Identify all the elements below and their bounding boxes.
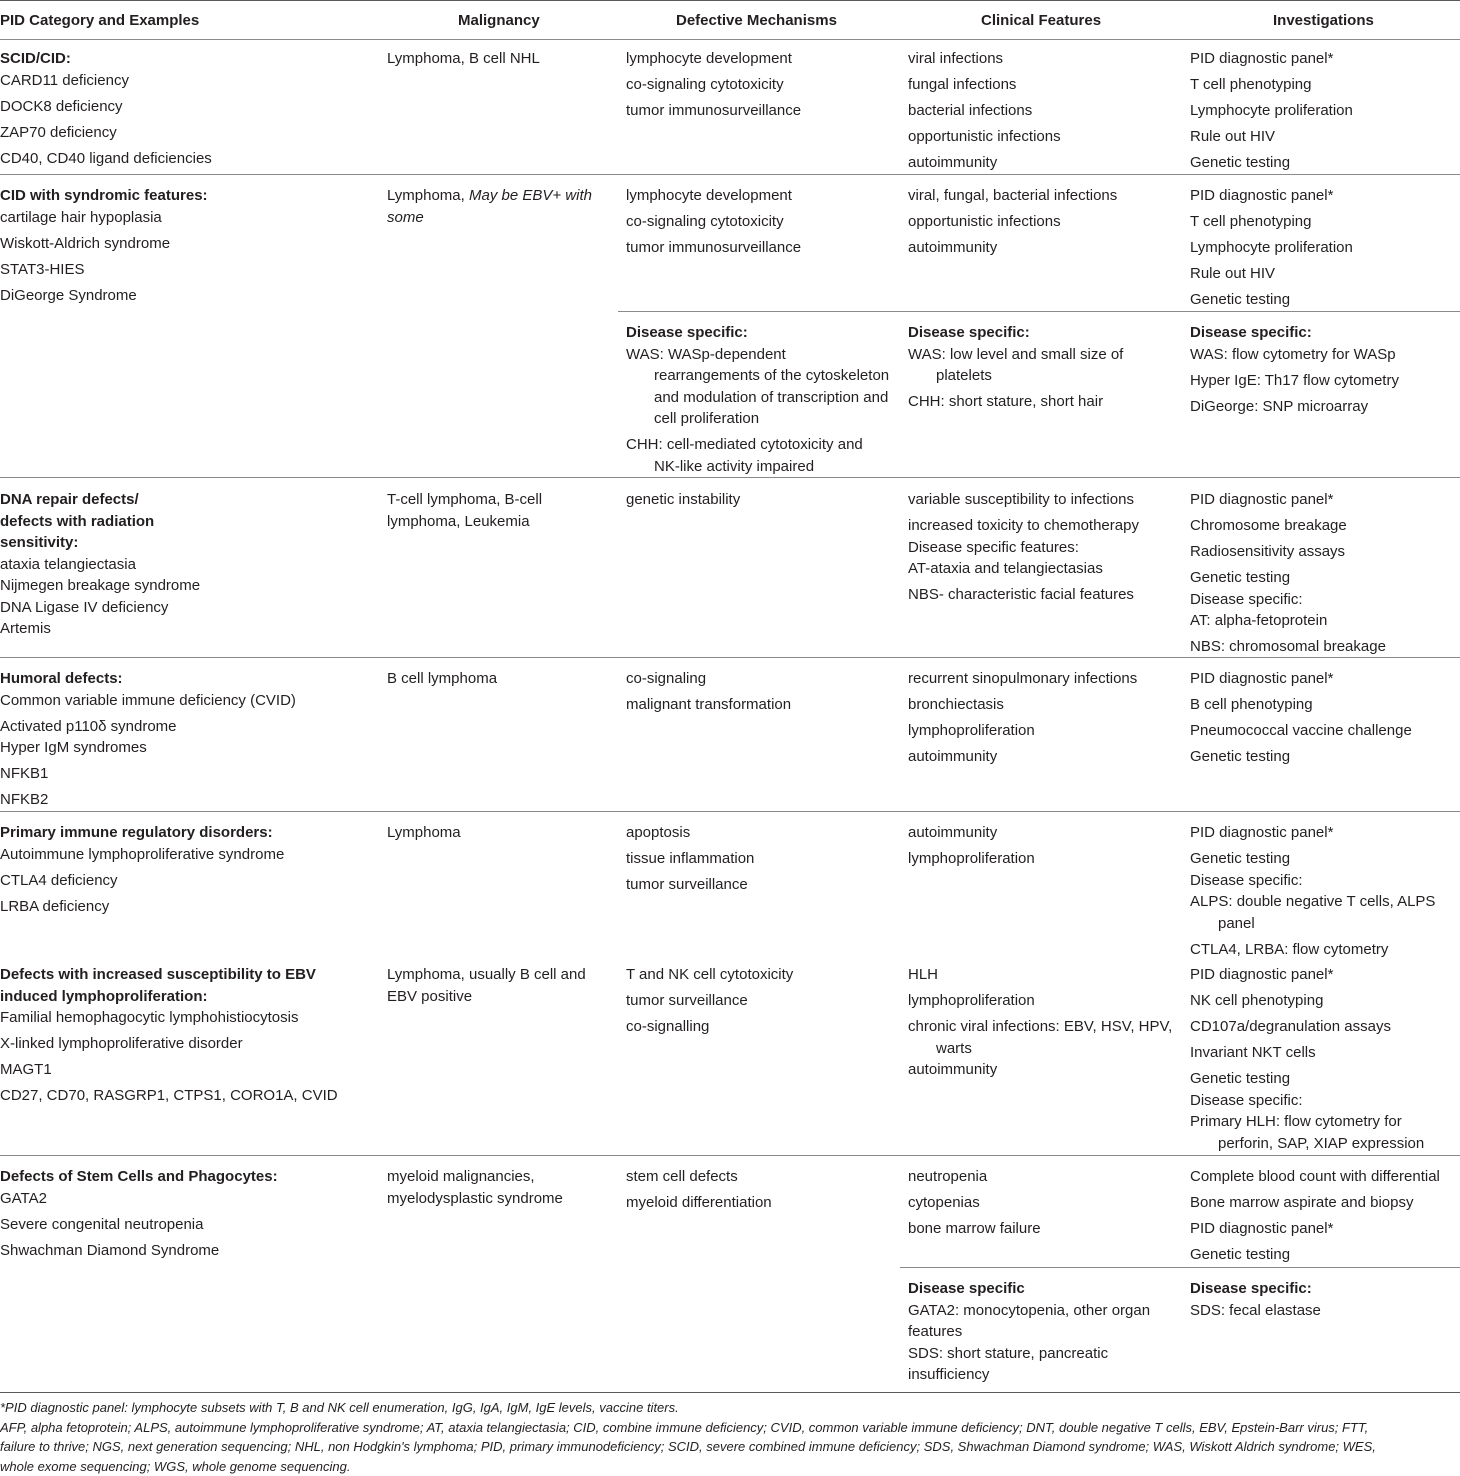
row3-mechanisms-cell xyxy=(626,489,740,511)
row2-mechanisms-specific-cell xyxy=(626,322,889,477)
investigation-item: T cell phenotyping xyxy=(1190,76,1312,93)
row3-malignancy-cell xyxy=(387,489,542,532)
investigation-item: Genetic testing xyxy=(1190,291,1291,308)
category-heading: Defects of Stem Cells and Phagocytes: xyxy=(0,1168,278,1185)
investigation-item: AT: alpha-fetoprotein xyxy=(1190,612,1328,629)
investigation-item: CD107a/degranulation assays xyxy=(1190,1018,1391,1035)
clinical-item: AT-ataxia and telangiectasias xyxy=(908,560,1103,577)
clinical-item: fungal infections xyxy=(908,76,1017,93)
malignancy-text: B cell lymphoma xyxy=(387,670,498,687)
row6-malignancy-cell xyxy=(387,964,586,1007)
category-example: Autoimmune lymphoproliferative syndrome xyxy=(0,845,285,863)
clinical-item: neutropenia xyxy=(908,1168,988,1185)
row5-category-cell xyxy=(0,822,284,917)
row4-investigations-cell xyxy=(1190,668,1412,768)
investigation-item: Genetic testing xyxy=(1190,748,1291,765)
disease-specific-heading: Disease specific xyxy=(908,1280,1025,1297)
row2-investigations-cell xyxy=(1190,185,1353,311)
mechanism-specific-item: CHH: cell-mediated cytotoxicity and xyxy=(626,436,863,453)
clinical-item: lymphoproliferation xyxy=(908,850,1035,867)
category-example: Wiskott-Aldrich syndrome xyxy=(0,234,171,252)
category-heading: sensitivity: xyxy=(0,534,79,551)
investigation-item: PID diagnostic panel* xyxy=(1190,824,1334,841)
clinical-item: cytopenias xyxy=(908,1194,980,1211)
category-example: Common variable immune deficiency (CVID) xyxy=(0,691,296,709)
mechanism-item: stem cell defects xyxy=(626,1168,738,1185)
investigation-item: NBS: chromosomal breakage xyxy=(1190,638,1386,655)
investigation-item: Disease specific: xyxy=(1190,1091,1303,1109)
investigation-item: Lymphocyte proliferation xyxy=(1190,239,1353,256)
investigation-item: PID diagnostic panel* xyxy=(1190,187,1334,204)
header-malignancy: Malignancy xyxy=(458,12,540,29)
row-rule-1 xyxy=(0,174,1460,175)
row6-category-cell xyxy=(0,964,338,1107)
investigation-item: T cell phenotyping xyxy=(1190,213,1312,230)
clinical-item: HLH xyxy=(908,966,939,983)
malignancy-text: myeloid malignancies, xyxy=(387,1168,535,1185)
category-example: CD40, CD40 ligand deficiencies xyxy=(0,149,212,167)
category-heading: defects with radiation xyxy=(0,512,155,530)
category-example: NFKB2 xyxy=(0,791,49,808)
investigation-specific-item: WAS: flow cytometry for WASp xyxy=(1190,345,1396,363)
malignancy-text-italic: some xyxy=(387,208,424,226)
category-example: DiGeorge Syndrome xyxy=(0,286,137,304)
mechanism-item: genetic instability xyxy=(626,491,741,508)
category-example: DNA Ligase IV deficiency xyxy=(0,598,169,616)
clinical-item: bone marrow failure xyxy=(908,1220,1041,1237)
category-heading: CID with syndromic features: xyxy=(0,187,208,204)
investigation-item: ALPS: double negative T cells, ALPS xyxy=(1190,893,1436,910)
category-example: X-linked lymphoproliferative disorder xyxy=(0,1035,243,1052)
clinical-item: lymphoproliferation xyxy=(908,992,1035,1009)
mechanism-item: co-signaling cytotoxicity xyxy=(626,76,784,93)
investigation-item: Disease specific: xyxy=(1190,871,1303,889)
category-heading: SCID/CID: xyxy=(0,50,71,67)
category-example: MAGT1 xyxy=(0,1061,52,1078)
malignancy-text: lymphoma, Leukemia xyxy=(387,512,530,530)
row4-clinical-cell xyxy=(908,668,1137,768)
row4-category-cell xyxy=(0,668,296,811)
clinical-item: lymphoproliferation xyxy=(908,722,1035,739)
clinical-item: Disease specific features: xyxy=(908,538,1079,556)
investigation-item: PID diagnostic panel* xyxy=(1190,1220,1334,1237)
clinical-item: warts xyxy=(936,1039,972,1057)
clinical-item: autoimmunity xyxy=(908,748,998,765)
investigation-item: PID diagnostic panel* xyxy=(1190,670,1334,687)
mechanism-specific-item: cell proliferation xyxy=(654,410,760,427)
investigation-item: Primary HLH: flow cytometry for xyxy=(1190,1113,1402,1130)
category-example: STAT3-HIES xyxy=(0,260,85,278)
category-heading: Humoral defects: xyxy=(0,670,123,687)
disease-specific-heading: Disease specific: xyxy=(626,324,748,341)
row5-malignancy-cell xyxy=(387,822,461,844)
disease-specific-heading: Disease specific: xyxy=(1190,324,1312,341)
category-example: NFKB1 xyxy=(0,765,49,782)
row2-mechanisms-cell xyxy=(626,185,801,259)
header-mechanisms: Defective Mechanisms xyxy=(676,12,837,29)
mechanism-item: myeloid differentiation xyxy=(626,1194,772,1211)
clinical-item: increased toxicity to chemotherapy xyxy=(908,517,1139,534)
clinical-item: viral, fungal, bacterial infections xyxy=(908,187,1118,204)
malignancy-text: Lymphoma xyxy=(387,824,461,841)
row3-clinical-cell xyxy=(908,489,1139,606)
investigation-item: Rule out HIV xyxy=(1190,265,1276,282)
investigation-item: Genetic testing xyxy=(1190,569,1291,586)
category-example: GATA2 xyxy=(0,1189,47,1207)
table-footnotes xyxy=(0,1398,1376,1476)
investigation-item: PID diagnostic panel* xyxy=(1190,491,1334,508)
mechanism-item: lymphocyte development xyxy=(626,187,792,204)
row7-investigations-cell xyxy=(1190,1166,1440,1266)
header-category: PID Category and Examples xyxy=(0,12,200,29)
investigation-item: Genetic testing xyxy=(1190,1246,1291,1263)
category-example: Hyper IgM syndromes xyxy=(0,739,147,756)
row2-category-cell xyxy=(0,185,208,306)
investigation-specific-item: Hyper IgE: Th17 flow cytometry xyxy=(1190,371,1399,389)
mechanism-item: lymphocyte development xyxy=(626,50,792,67)
mechanism-item: apoptosis xyxy=(626,824,691,841)
malignancy-text: Lymphoma, usually B cell and xyxy=(387,966,586,983)
row1-malignancy-cell xyxy=(387,48,540,70)
category-example: cartilage hair hypoplasia xyxy=(0,208,162,226)
investigation-item: PID diagnostic panel* xyxy=(1190,966,1334,983)
row7-malignancy-cell xyxy=(387,1166,563,1209)
mechanism-item: T and NK cell cytotoxicity xyxy=(626,966,794,983)
row-rule-6 xyxy=(0,1155,1460,1156)
clinical-specific-item: GATA2: monocytopenia, other organ xyxy=(908,1301,1151,1319)
clinical-specific-item: platelets xyxy=(936,367,992,384)
disease-specific-heading: Disease specific: xyxy=(1190,1280,1312,1297)
category-example: Shwachman Diamond Syndrome xyxy=(0,1241,220,1259)
mechanism-item: tumor surveillance xyxy=(626,876,748,893)
footnote-abbreviations: AFP, alpha fetoprotein; ALPS, autoimmune lymphoproliferative syndrome; AT, ataxia telangiectasia; CID, combine immune deficiency; CVID, common variable immune deficiency; DNT, double negative T cells, EBV, Epstein-Barr virus; FTT, xyxy=(0,1419,1369,1435)
clinical-item: bronchiectasis xyxy=(908,696,1004,713)
row2-clinical-specific-cell xyxy=(908,322,1123,413)
category-example: CTLA4 deficiency xyxy=(0,871,118,889)
mechanism-item: tumor surveillance xyxy=(626,992,748,1009)
row1-clinical-cell xyxy=(908,48,1061,174)
mechanism-item: tissue inflammation xyxy=(626,850,755,867)
mechanism-item: co-signalling xyxy=(626,1018,710,1035)
investigation-item: CTLA4, LRBA: flow cytometry xyxy=(1190,940,1389,958)
malignancy-text xyxy=(387,185,592,207)
header-rule xyxy=(0,39,1460,40)
row4-malignancy-cell xyxy=(387,668,497,690)
category-heading: Defects with increased susceptibility to EBV xyxy=(0,966,316,983)
category-example: CD27, CD70, RASGRP1, CTPS1, CORO1A, CVID xyxy=(0,1087,338,1104)
clinical-specific-item: features xyxy=(908,1323,963,1340)
category-example: Familial hemophagocytic lymphohistiocytosis xyxy=(0,1009,299,1026)
category-example: ataxia telangiectasia xyxy=(0,555,136,573)
table-bottom-rule xyxy=(0,1392,1460,1393)
malignancy-text: EBV positive xyxy=(387,987,473,1005)
clinical-item: bacterial infections xyxy=(908,102,1033,119)
category-example: LRBA deficiency xyxy=(0,897,110,915)
header-clinical: Clinical Features xyxy=(981,12,1102,29)
row3-category-cell xyxy=(0,489,200,640)
clinical-specific-item: SDS: short stature, pancreatic xyxy=(908,1344,1109,1362)
investigation-item: Bone marrow aspirate and biopsy xyxy=(1190,1194,1414,1211)
row2-clinical-cell xyxy=(908,185,1117,259)
mechanism-item: tumor immunosurveillance xyxy=(626,239,802,256)
investigation-item: Rule out HIV xyxy=(1190,128,1276,145)
investigation-item: Genetic testing xyxy=(1190,154,1291,171)
category-example: Activated p110δ syndrome xyxy=(0,717,177,735)
row7-mechanisms-cell xyxy=(626,1166,772,1214)
category-example: Nijmegen breakage syndrome xyxy=(0,577,201,594)
clinical-item: autoimmunity xyxy=(908,824,998,841)
clinical-specific-item: CHH: short stature, short hair xyxy=(908,393,1104,410)
clinical-item: opportunistic infections xyxy=(908,213,1061,230)
mechanism-item: malignant transformation xyxy=(626,696,792,713)
mechanism-item: tumor immunosurveillance xyxy=(626,102,802,119)
footnote-abbreviations: failure to thrive; NGS, next generation sequencing; NHL, non Hodgkin's lymphoma; PID, primary immunodeficiency; SCID, severe combined immune deficiency; SDS, Shwachman Diamond syndrome; WAS, Wiskott Aldrich syndrome; WES, xyxy=(0,1439,1376,1454)
investigation-item: Lymphocyte proliferation xyxy=(1190,102,1353,119)
footnote-abbreviations: whole exome sequencing; WGS, whole genome sequencing. xyxy=(0,1458,351,1474)
investigation-item: perforin, SAP, XIAP expression xyxy=(1218,1134,1425,1152)
row7-clinical-specific-cell xyxy=(908,1278,1150,1386)
row6-investigations-cell xyxy=(1190,964,1424,1154)
table-top-rule xyxy=(0,0,1460,1)
investigation-item: Complete blood count with differential xyxy=(1190,1168,1440,1185)
clinical-item: autoimmunity xyxy=(908,239,998,256)
malignancy-text: T-cell lymphoma, B-cell xyxy=(387,491,543,508)
clinical-item: chronic viral infections: EBV, HSV, HPV, xyxy=(908,1018,1173,1035)
investigation-item: PID diagnostic panel* xyxy=(1190,50,1334,67)
clinical-specific-item: insufficiency xyxy=(908,1366,990,1383)
row-rule-2 xyxy=(0,477,1460,478)
investigation-item: Radiosensitivity assays xyxy=(1190,543,1346,560)
category-heading: induced lymphoproliferation: xyxy=(0,987,208,1005)
investigation-item: NK cell phenotyping xyxy=(1190,992,1324,1009)
row3-investigations-cell xyxy=(1190,489,1386,658)
malignancy-text: myelodysplastic syndrome xyxy=(387,1189,563,1207)
row1-mechanisms-cell xyxy=(626,48,801,122)
footnote-panel: *PID diagnostic panel: lymphocyte subsets with T, B and NK cell enumeration, IgG, IgA, IgM, IgE levels, vaccine titers. xyxy=(0,1400,679,1415)
investigation-specific-item: SDS: fecal elastase xyxy=(1190,1301,1321,1319)
mechanism-specific-item: and modulation of transcription and xyxy=(654,388,889,406)
row1-category-cell xyxy=(0,48,212,169)
header-investigations: Investigations xyxy=(1273,12,1374,29)
row5-clinical-cell xyxy=(908,822,1035,870)
row5-mechanisms-cell xyxy=(626,822,754,896)
investigation-item: Genetic testing xyxy=(1190,1070,1291,1087)
clinical-item: variable susceptibility to infections xyxy=(908,491,1134,508)
investigation-item: B cell phenotyping xyxy=(1190,696,1313,713)
category-heading: Primary immune regulatory disorders: xyxy=(0,824,273,841)
investigation-item: Disease specific: xyxy=(1190,590,1303,608)
row7-category-cell xyxy=(0,1166,278,1261)
clinical-item: opportunistic infections xyxy=(908,128,1061,145)
investigation-item: Invariant NKT cells xyxy=(1190,1044,1316,1061)
category-example: Severe congenital neutropenia xyxy=(0,1215,204,1233)
row7-investigations-specific-cell xyxy=(1190,1278,1321,1321)
mechanism-specific-item: WAS: WASp-dependent xyxy=(626,345,786,363)
investigation-item: Genetic testing xyxy=(1190,850,1291,867)
subrow-rule-2 xyxy=(618,311,1460,312)
category-example: Artemis xyxy=(0,620,51,637)
row1-investigations-cell xyxy=(1190,48,1353,174)
row4-mechanisms-cell xyxy=(626,668,791,716)
category-example: DOCK8 deficiency xyxy=(0,97,123,115)
clinical-item: viral infections xyxy=(908,50,1004,67)
category-example: CARD11 deficiency xyxy=(0,71,129,89)
clinical-item: autoimmunity xyxy=(908,154,998,171)
row6-clinical-cell xyxy=(908,964,1172,1081)
malignancy-text: Lymphoma, B cell NHL xyxy=(387,50,540,67)
category-heading: DNA repair defects/ xyxy=(0,491,139,508)
clinical-item: autoimmunity xyxy=(908,1061,998,1078)
investigation-item: Pneumococcal vaccine challenge xyxy=(1190,722,1412,739)
subrow-rule-7 xyxy=(900,1267,1460,1268)
row7-clinical-cell xyxy=(908,1166,1041,1240)
row-rule-4 xyxy=(0,811,1460,812)
category-example: ZAP70 deficiency xyxy=(0,123,117,141)
mechanism-specific-item: NK-like activity impaired xyxy=(654,457,815,475)
row5-investigations-cell xyxy=(1190,822,1435,960)
clinical-item: recurrent sinopulmonary infections xyxy=(908,670,1138,687)
disease-specific-heading: Disease specific: xyxy=(908,324,1030,341)
investigation-specific-item: DiGeorge: SNP microarray xyxy=(1190,397,1369,415)
row6-mechanisms-cell xyxy=(626,964,793,1038)
row2-investigations-specific-cell xyxy=(1190,322,1399,417)
clinical-specific-item: WAS: low level and small size of xyxy=(908,345,1124,363)
clinical-item: NBS- characteristic facial features xyxy=(908,586,1134,603)
malignancy-text-italic: May be EBV+ with xyxy=(468,187,592,204)
mechanism-specific-item: rearrangements of the cytoskeleton xyxy=(654,367,890,384)
mechanism-item: co-signaling xyxy=(626,670,707,687)
investigation-item: Chromosome breakage xyxy=(1190,517,1347,534)
investigation-item: panel xyxy=(1218,914,1255,932)
malignancy-text-plain: Lymphoma, xyxy=(387,187,469,204)
mechanism-item: co-signaling cytotoxicity xyxy=(626,213,784,230)
row2-malignancy-cell xyxy=(387,185,592,228)
